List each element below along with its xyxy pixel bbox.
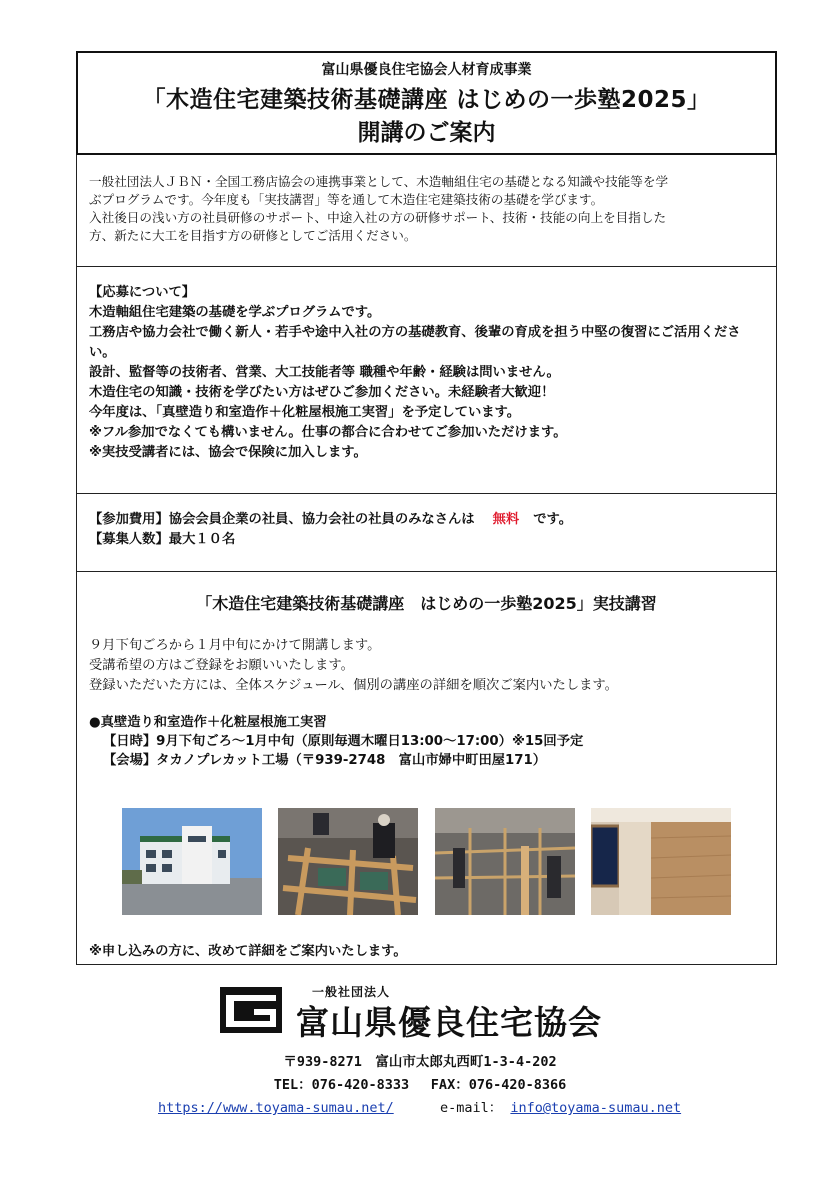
floor-framing-photo xyxy=(278,808,418,915)
workshop-info xyxy=(89,713,764,770)
apply-line: 工務店や協力会社で働く新人・若手や途中入社の方の基礎教育、後輩の育成を担う中堅の復習にご活用ください。 xyxy=(89,325,741,360)
workshop-venue: 【会場】タカノプレカット工場（〒939-2748 富山市婦中町田屋171） xyxy=(103,753,547,768)
association-logo xyxy=(220,985,630,1042)
apply-line: 木造住宅の知識・技術を学びたい方はぜひご参加ください。未経験者大歓迎！ xyxy=(89,385,555,400)
photo-strip xyxy=(77,808,776,918)
workshop-interior-photo xyxy=(435,808,575,915)
fee-section xyxy=(77,494,776,572)
email-label: e-mail： xyxy=(439,1100,503,1116)
website-link[interactable]: https://www.toyama-sumau.net/ xyxy=(158,1100,394,1116)
practical-line: ９月下旬ごろから１月中旬にかけて開講します。 xyxy=(89,638,381,653)
logo-name: 富山県優良住宅協会 xyxy=(296,1003,602,1042)
free-badge: 無料 xyxy=(492,512,520,527)
practical-line: 登録いただいた方には、全体スケジュール、個別の講座の詳細を順次ご案内いたします。 xyxy=(89,678,618,693)
apply-line: 今年度は、「真壁造り和室造作＋化粧屋根施工実習」を予定しています。 xyxy=(89,405,521,420)
practical-title: 「木造住宅建築技術基礎講座 はじめの一歩塾2025」実技講習 xyxy=(196,594,657,613)
organizer-line: 富山県優良住宅協会人材育成事業 xyxy=(321,62,532,78)
apply-line: ※フル参加でなくても構いません。仕事の都合に合わせてご参加いただけます。 xyxy=(89,425,567,440)
finished-room-photo xyxy=(591,808,731,915)
capacity-line: 【募集人数】最大１０名 xyxy=(89,532,236,547)
closing-note: ※申し込みの方に、改めて詳細をご案内いたします。 xyxy=(89,944,407,959)
page-title: 「木造住宅建築技術基礎講座 はじめの一歩塾2025」 xyxy=(142,87,711,113)
footer-tel-fax: TEL：076-420-8333 FAX：076-420-8366 xyxy=(273,1077,567,1093)
apply-heading: 【応募について】 xyxy=(89,285,196,300)
apply-line: 木造軸組住宅建築の基礎を学ぶプログラムです。 xyxy=(89,305,381,320)
header-box xyxy=(76,51,777,155)
email-link[interactable]: info@toyama-sumau.net xyxy=(510,1100,682,1116)
intro-line: ぶプログラムです。今年度も「実技講習」等を通して木造住宅建築技術の基礎を学びます。 xyxy=(89,192,604,207)
intro-line: 入社後日の浅い方の社員研修のサポート、中途入社の方の研修サポート、技術・技能の向上を目指した xyxy=(89,210,667,225)
page-subtitle: 開講のご案内 xyxy=(357,120,496,146)
logo-small-text: 一般社団法人 xyxy=(312,985,391,999)
fee-label: 【参加費用】協会会員企業の社員、協力会社の社員のみなさんは xyxy=(89,512,475,527)
intro-line: 方、新たに大工を目指す方の研修としてご活用ください。 xyxy=(89,228,417,243)
factory-building-photo xyxy=(122,808,262,915)
apply-line: ※実技受講者には、協会で保険に加入します。 xyxy=(89,445,367,460)
fee-suffix: です。 xyxy=(533,512,573,527)
association-mark-icon xyxy=(220,987,282,1033)
apply-section xyxy=(77,267,776,494)
practical-intro xyxy=(89,636,764,696)
fee-line xyxy=(89,510,764,530)
apply-line: 設計、監督等の技術者、営業、大工技能者等 職種や年齢・経験は問いません。 xyxy=(89,365,560,380)
workshop-date: 【日時】9月下旬ごろ～1月中旬（原則毎週木曜日13:00～17:00）※15回予定 xyxy=(103,734,584,749)
workshop-title: ●真壁造り和室造作＋化粧屋根施工実習 xyxy=(89,715,327,730)
footer-address: 〒939-8271 富山市太郎丸西町1-3-4-202 xyxy=(283,1054,557,1070)
intro-section xyxy=(77,155,776,267)
footer-links xyxy=(158,1096,681,1116)
intro-line: 一般社団法人ＪＢＮ・全国工務店協会の連携事業として、木造軸組住宅の基礎となる知識や技能等を学 xyxy=(89,174,669,189)
practical-section xyxy=(77,572,776,965)
practical-line: 受講希望の方はご登録をお願いいたします。 xyxy=(89,658,354,673)
content-box xyxy=(76,155,777,965)
